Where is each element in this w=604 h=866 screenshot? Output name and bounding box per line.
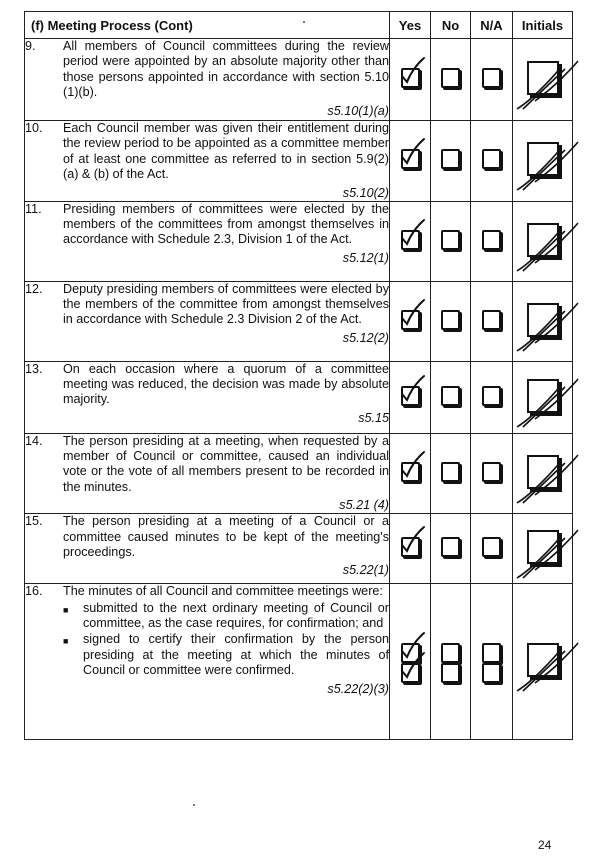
cell-initials bbox=[513, 514, 573, 584]
item-body bbox=[63, 282, 389, 346]
no-checkbox[interactable] bbox=[441, 663, 460, 683]
table-row bbox=[25, 39, 573, 121]
cell-initials bbox=[513, 121, 573, 202]
item-content bbox=[25, 434, 389, 514]
cell-no bbox=[431, 121, 471, 202]
legislation-reference: s5.12(2) bbox=[342, 330, 389, 345]
cell-yes bbox=[390, 514, 431, 584]
cell-initials bbox=[513, 361, 573, 433]
checkbox-stack bbox=[431, 613, 470, 711]
cell-no bbox=[431, 514, 471, 584]
scan-speck bbox=[303, 21, 305, 23]
item-cell bbox=[25, 281, 390, 361]
initials-scribble-icon bbox=[515, 518, 579, 582]
section-title: (f) Meeting Process (Cont) bbox=[25, 12, 390, 39]
tick-mark-icon bbox=[400, 300, 426, 330]
cell-yes bbox=[390, 281, 431, 361]
table-row bbox=[25, 201, 573, 281]
initials-box[interactable] bbox=[527, 61, 559, 95]
cell-yes bbox=[390, 361, 431, 433]
item-content bbox=[25, 202, 389, 266]
legislation-reference: s5.15 bbox=[358, 410, 389, 425]
na-checkbox[interactable] bbox=[482, 149, 501, 169]
item-content bbox=[25, 514, 389, 578]
cell-yes bbox=[390, 584, 431, 740]
na-checkbox[interactable] bbox=[482, 68, 501, 88]
table-row bbox=[25, 433, 573, 514]
legislation-reference: s5.12(1) bbox=[342, 250, 389, 265]
cell-yes bbox=[390, 121, 431, 202]
item-content bbox=[25, 362, 389, 426]
item-cell bbox=[25, 433, 390, 514]
cell-yes bbox=[390, 433, 431, 514]
na-checkbox[interactable] bbox=[482, 310, 501, 330]
na-checkbox[interactable] bbox=[482, 386, 501, 406]
table-row bbox=[25, 121, 573, 202]
yes-checkbox[interactable] bbox=[401, 537, 420, 557]
cell-no bbox=[431, 201, 471, 281]
meeting-process-table bbox=[24, 11, 573, 740]
table-row bbox=[25, 361, 573, 433]
item-number: 15. bbox=[25, 514, 43, 529]
item-text: All members of Council committees during the review period were appointed by an absolute majority other than those persons appointed in accordance with section 5.10 (1)(b). bbox=[63, 39, 389, 100]
no-checkbox[interactable] bbox=[441, 462, 460, 482]
legislation-reference: s5.10(1)(a) bbox=[327, 103, 389, 118]
no-checkbox[interactable] bbox=[441, 68, 460, 88]
cell-na bbox=[471, 433, 513, 514]
na-checkbox[interactable] bbox=[482, 462, 501, 482]
initials-scribble-icon bbox=[515, 130, 579, 194]
cell-no bbox=[431, 361, 471, 433]
item-body bbox=[63, 202, 389, 266]
item-text: Each Council member was given their entitlement during the review period to be appointed as a committee member of at least one committee as referred to in section 5.9(2)(a) & (b) of the Act. bbox=[63, 121, 389, 182]
cell-initials bbox=[513, 433, 573, 514]
initials-box[interactable] bbox=[527, 455, 559, 489]
legislation-reference: s5.22(1) bbox=[342, 563, 389, 578]
item-cell bbox=[25, 514, 390, 584]
item-content bbox=[25, 39, 389, 119]
no-checkbox[interactable] bbox=[441, 386, 460, 406]
table-row bbox=[25, 584, 573, 740]
yes-checkbox[interactable] bbox=[401, 230, 420, 250]
yes-checkbox[interactable] bbox=[401, 663, 420, 683]
tick-mark-icon bbox=[400, 653, 426, 683]
cell-no bbox=[431, 433, 471, 514]
yes-checkbox[interactable] bbox=[401, 386, 420, 406]
na-checkbox[interactable] bbox=[482, 663, 501, 683]
column-header-initials: Initials bbox=[513, 12, 573, 39]
item-number: 14. bbox=[25, 433, 43, 448]
item-content bbox=[25, 282, 389, 346]
item-cell bbox=[25, 584, 390, 740]
table-header-row bbox=[25, 12, 573, 39]
bullet-text: submitted to the next ordinary meeting of Council or committee, as the case requires, for confirmation; and bbox=[83, 600, 389, 631]
cell-na bbox=[471, 514, 513, 584]
legislation-reference: s5.21 (4) bbox=[339, 498, 389, 513]
page-number: 24 bbox=[538, 838, 552, 852]
item-cell bbox=[25, 39, 390, 121]
no-checkbox[interactable] bbox=[441, 537, 460, 557]
item-body bbox=[63, 39, 389, 119]
tick-mark-icon bbox=[400, 376, 426, 406]
cell-na bbox=[471, 361, 513, 433]
initials-scribble-icon bbox=[515, 631, 579, 695]
cell-initials bbox=[513, 584, 573, 740]
initials-scribble-icon bbox=[515, 49, 579, 113]
table-row bbox=[25, 514, 573, 584]
item-body bbox=[63, 121, 389, 201]
tick-mark-icon bbox=[400, 58, 426, 88]
item-text: Presiding members of committees were elected by the members of the committees from amongst themselves in accordance with Schedule 2.3, Division 1 of the Act. bbox=[63, 201, 389, 247]
initials-scribble-icon bbox=[515, 443, 579, 507]
initials-box[interactable] bbox=[527, 643, 559, 677]
item-body bbox=[63, 514, 389, 578]
column-header-na: N/A bbox=[471, 12, 513, 39]
item-number: 13. bbox=[25, 361, 43, 376]
cell-initials bbox=[513, 201, 573, 281]
cell-no bbox=[431, 281, 471, 361]
item-text: The minutes of all Council and committee meetings were: bbox=[63, 584, 383, 599]
column-header-no: No bbox=[431, 12, 471, 39]
initials-box[interactable] bbox=[527, 530, 559, 564]
yes-checkbox[interactable] bbox=[401, 462, 420, 482]
cell-na bbox=[471, 584, 513, 740]
item-body bbox=[63, 584, 389, 696]
cell-na bbox=[471, 39, 513, 121]
item-body bbox=[63, 434, 389, 514]
table-row bbox=[25, 281, 573, 361]
na-checkbox[interactable] bbox=[482, 537, 501, 557]
item-content bbox=[25, 121, 389, 201]
item-cell bbox=[25, 121, 390, 202]
bullet-marker: ■ bbox=[63, 636, 69, 647]
na-checkbox[interactable] bbox=[482, 230, 501, 250]
item-number: 10. bbox=[25, 121, 43, 135]
checkbox-stack bbox=[390, 613, 430, 711]
item-number: 11. bbox=[25, 201, 42, 216]
scan-speck bbox=[193, 804, 195, 806]
initials-box[interactable] bbox=[527, 303, 559, 337]
legislation-reference: s5.22(2)(3) bbox=[327, 681, 389, 696]
initials-scribble-icon bbox=[515, 291, 579, 355]
item-content bbox=[25, 584, 389, 696]
yes-checkbox[interactable] bbox=[401, 310, 420, 330]
checkbox-stack bbox=[471, 613, 512, 711]
column-header-yes: Yes bbox=[390, 12, 431, 39]
cell-initials bbox=[513, 39, 573, 121]
cell-na bbox=[471, 281, 513, 361]
item-cell bbox=[25, 361, 390, 433]
cell-yes bbox=[390, 39, 431, 121]
tick-mark-icon bbox=[400, 452, 426, 482]
na-checkbox[interactable] bbox=[482, 643, 501, 663]
yes-checkbox[interactable] bbox=[401, 149, 420, 169]
no-checkbox[interactable] bbox=[441, 230, 460, 250]
bullet-text: signed to certify their confirmation by the person presiding at the meeting at which the minutes of Council or committee were confirmed. bbox=[83, 632, 389, 678]
bullet-item bbox=[63, 601, 389, 632]
cell-no bbox=[431, 584, 471, 740]
bullet-marker: ■ bbox=[63, 604, 69, 615]
item-number: 9. bbox=[25, 39, 36, 53]
item-number: 16. bbox=[25, 584, 43, 599]
item-text: The person presiding at a meeting of a Council or a committee caused minutes to be kept of the meeting's proceedings. bbox=[63, 514, 389, 560]
item-text: On each occasion where a quorum of a committee meeting was reduced, the decision was made by absolute majority. bbox=[63, 361, 389, 407]
item-cell bbox=[25, 201, 390, 281]
item-body bbox=[63, 362, 389, 426]
cell-yes bbox=[390, 201, 431, 281]
legislation-reference: s5.10(2) bbox=[342, 185, 389, 200]
yes-checkbox[interactable] bbox=[401, 68, 420, 88]
tick-mark-icon bbox=[400, 527, 426, 557]
initials-scribble-icon bbox=[515, 211, 579, 275]
initials-box[interactable] bbox=[527, 223, 559, 257]
initials-box[interactable] bbox=[527, 379, 559, 413]
tick-mark-icon bbox=[400, 139, 426, 169]
no-checkbox[interactable] bbox=[441, 643, 460, 663]
no-checkbox[interactable] bbox=[441, 149, 460, 169]
initials-scribble-icon bbox=[515, 367, 579, 431]
cell-no bbox=[431, 39, 471, 121]
no-checkbox[interactable] bbox=[441, 310, 460, 330]
cell-na bbox=[471, 121, 513, 202]
cell-initials bbox=[513, 281, 573, 361]
item-number: 12. bbox=[25, 281, 43, 296]
initials-box[interactable] bbox=[527, 142, 559, 176]
item-text: The person presiding at a meeting, when requested by a member of Council or committee, caused an individual vote or the vote of all members present to be recorded in the minutes. bbox=[63, 433, 389, 494]
cell-na bbox=[471, 201, 513, 281]
tick-mark-icon bbox=[400, 220, 426, 250]
item-text: Deputy presiding members of committees were elected by the members of the committee from amongst themselves in accordance with Schedule 2.3 Division 2 of the Act. bbox=[63, 281, 389, 327]
bullet-item bbox=[63, 632, 389, 678]
